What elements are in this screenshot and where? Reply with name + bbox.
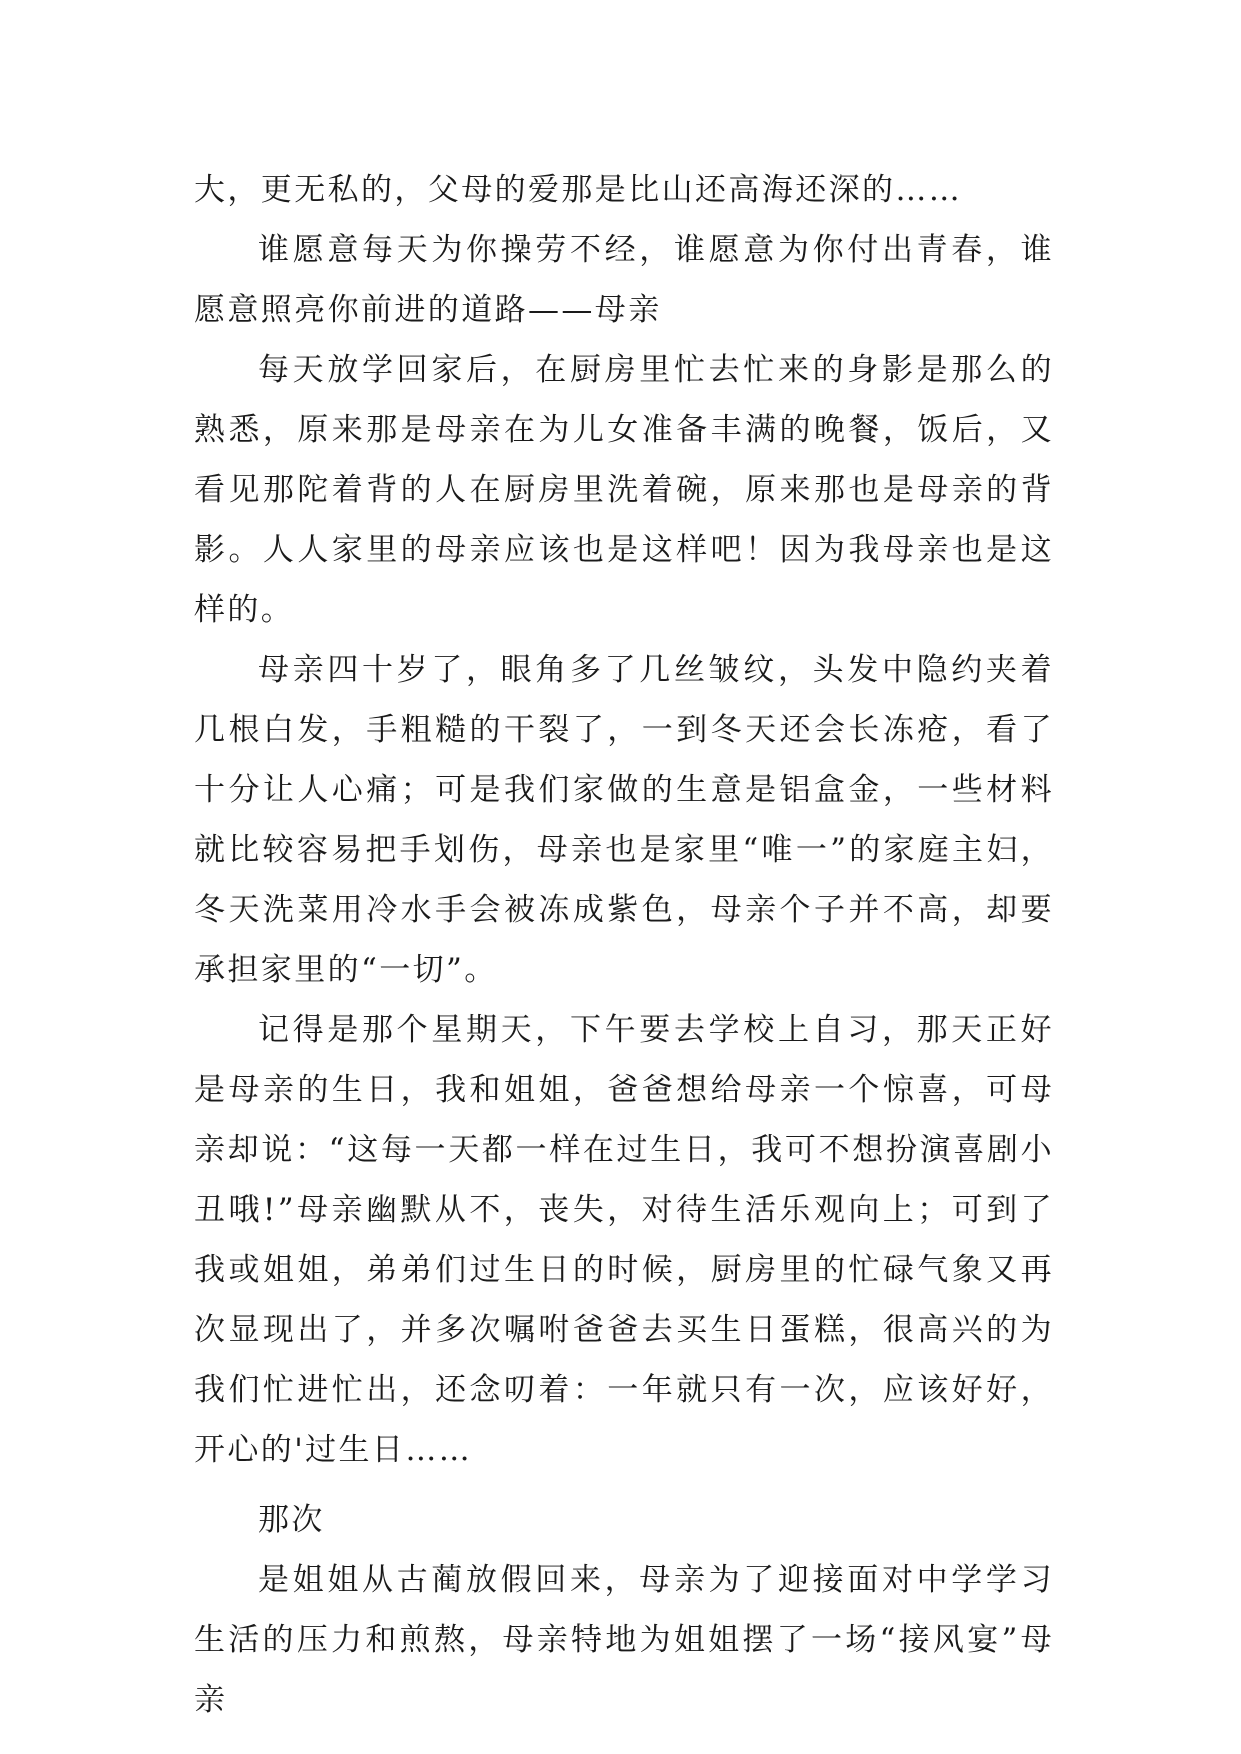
paragraph: 母亲四十岁了，眼角多了几丝皱纹，头发中隐约夹着几根白发，手粗糙的干裂了，一到冬天还会长冻疮，看了十分让人心痛；可是我们家做的生意是铝盒金，一些材料就比较容易把手划伤，母亲也是家里“唯一”的家庭主妇，冬天洗菜用冷水手会被冻成紫色，母亲个子并不高，却要承担家里的“一切”。: [194, 652, 1054, 988]
paragraph: 每天放学回家后，在厨房里忙去忙来的身影是那么的熟悉，原来那是母亲在为儿女准备丰满的晚餐，饭后，又看见那陀着背的人在厨房里洗着碗，原来那也是母亲的背影。人人家里的母亲应该也是这样吧！因为我母亲也是这样的。: [194, 352, 1054, 628]
paragraph: 记得是那个星期天，下午要去学校上自习，那天正好是母亲的生日，我和姐姐，爸爸想给母亲一个惊喜，可母亲却说：“这每一天都一样在过生日，我可不想扮演喜剧小丑哦!”母亲幽默从不，丧失，对待生活乐观向上；可到了我或姐姐，弟弟们过生日的时候，厨房里的忙碌气象又再次显现出了，并多次嘱咐爸爸去买生日蛋糕，很高兴的为我们忙进忙出，还念叨着：一年就只有一次，应该好好，开心的'过生日……: [194, 1012, 1054, 1468]
paragraph-short: 那次: [258, 1502, 325, 1538]
body-text: [194, 160, 1054, 1730]
paragraph-continuation: 大，更无私的，父母的爱那是比山还高海还深的……: [194, 172, 963, 208]
paragraph: 是姐姐从古蔺放假回来，母亲为了迎接面对中学学习生活的压力和煎熬，母亲特地为姐姐摆了一场“接风宴”母亲: [194, 1562, 1054, 1718]
paragraph: 谁愿意每天为你操劳不经，谁愿意为你付出青春，谁愿意照亮你前进的道路——母亲: [194, 232, 1054, 328]
